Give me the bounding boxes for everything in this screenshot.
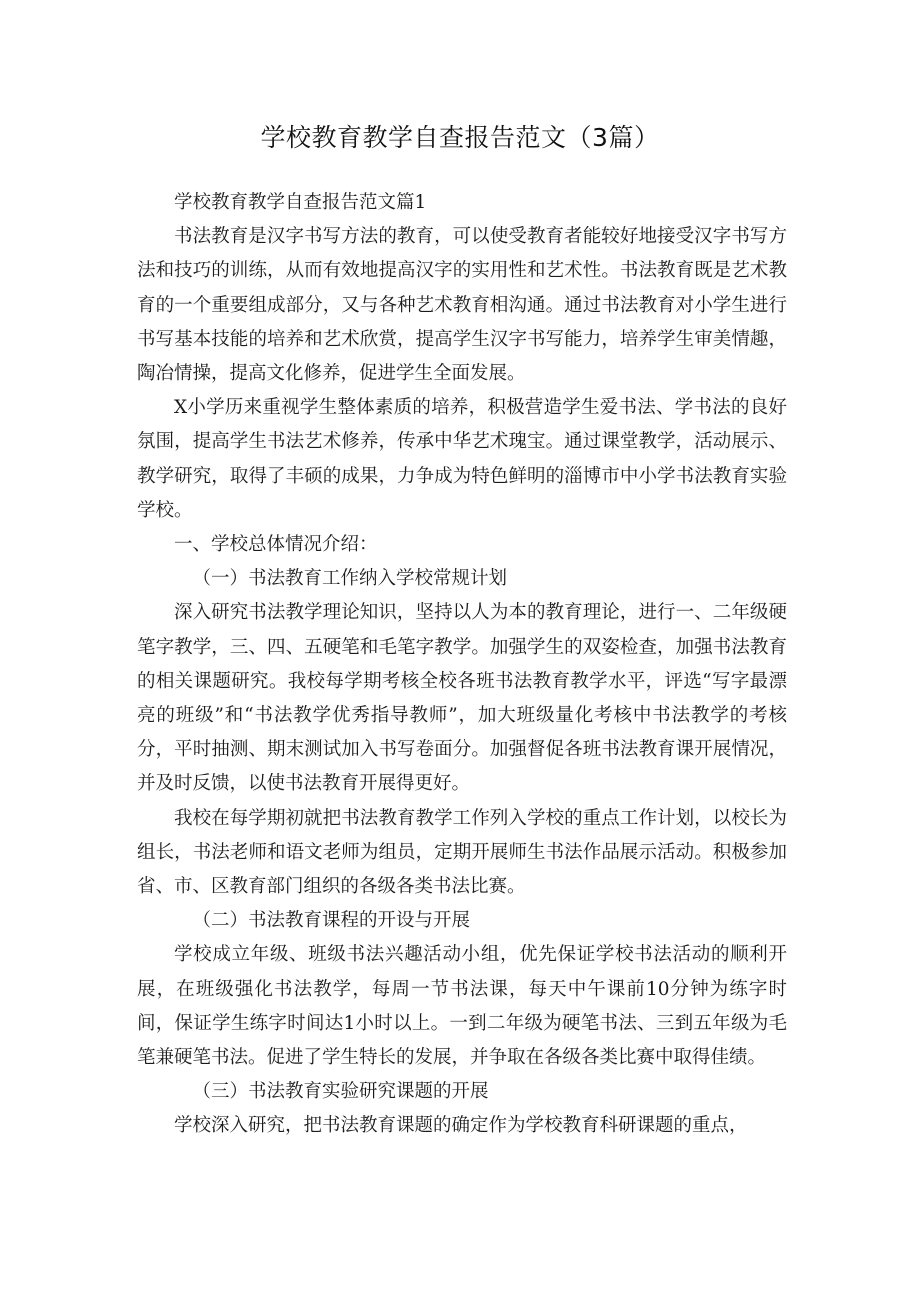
paragraph-plan-details: 深入研究书法教学理论知识，坚持以人为本的教育理论，进行一、二年级硬笔字教学，三、四、五硬笔和毛笔字教学。加强学生的双姿检查，加强书法教育的相关课题研究。我校每学期考核全校各班书法教育教学水平，评选“写字最漂亮的班级”和“书法教学优秀指导教师”，加大班级量化考核中书法教学的考核分，平时抽测、期末测试加入书写卷面分。加强督促各班书法教育课开展情况，并及时反馈，以使书法教育开展得更好。 bbox=[137, 602, 787, 795]
subsection-heading-1: （一）书法教育工作纳入学校常规计划 bbox=[192, 568, 508, 590]
paragraph-research: 学校深入研究，把书法教育课题的确定作为学校教育科研课题的重点， bbox=[174, 1115, 748, 1137]
paragraph-intro: 书法教育是汉字书写方法的教育，可以使受教育者能较好地接受汉字书写方法和技巧的训练，从而有效地提高汉字的实用性和艺术性。书法教育既是艺术教育的一个重要组成部分，又与各种艺术教育相沟通。通过书法教育对小学生进行书写基本技能的培养和艺术欣赏，提高学生汉字书写能力，培养学生审美情趣，陶冶情操，提高文化修养，促进学生全面发展。 bbox=[137, 226, 787, 385]
paragraph-school-overview: X小学历来重视学生整体素质的培养，积极营造学生爱书法、学书法的良好氛围，提高学生书法艺术修养，传承中华艺术瑰宝。通过课堂教学，活动展示、教学研究，取得了丰硕的成果，力争成为特色鲜明的淄博市中小学书法教育实验学校。 bbox=[137, 397, 787, 521]
paragraph-curriculum: 学校成立年级、班级书法兴趣活动小组，优先保证学校书法活动的顺利开展，在班级强化书法教学，每周一节书法课，每天中午课前10分钟为练字时间，保证学生练字时间达1小时以上。一到二年级为硬笔书法、三到五年级为毛笔兼硬笔书法。促进了学生特长的发展，并争取在各级各类比赛中取得佳绩。 bbox=[137, 944, 787, 1069]
document-title: 学校教育教学自查报告范文（3篇） bbox=[260, 123, 660, 152]
document-body bbox=[137, 186, 787, 1144]
subsection-heading-2: （二）书法教育课程的开设与开展 bbox=[192, 910, 471, 932]
article-heading: 学校教育教学自查报告范文篇1 bbox=[174, 192, 427, 213]
paragraph-plan-priority: 我校在每学期初就把书法教育教学工作列入学校的重点工作计划，以校长为组长，书法老师和语文老师为组员，定期开展师生书法作品展示活动。积极参加省、市、区教育部门组织的各级各类书法比赛。 bbox=[137, 807, 787, 898]
subsection-heading-3: （三）书法教育实验研究课题的开展 bbox=[192, 1081, 489, 1103]
section-heading-1: 一、学校总体情况介绍： bbox=[174, 534, 378, 556]
